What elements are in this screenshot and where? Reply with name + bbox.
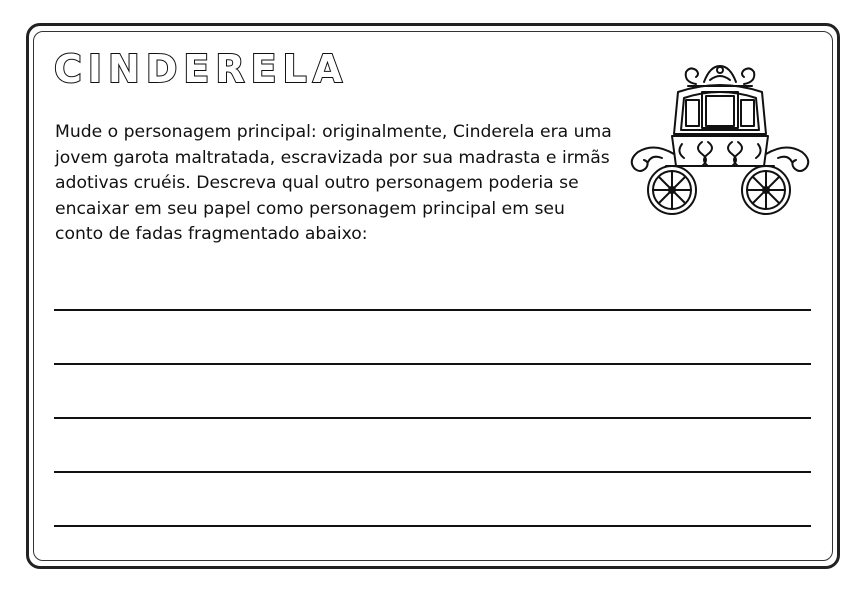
carriage-crown [686, 66, 755, 86]
carriage-left-wheel [648, 166, 696, 214]
carriage-illustration [626, 62, 814, 222]
writing-line[interactable] [54, 525, 811, 527]
writing-line[interactable] [54, 363, 811, 365]
writing-line[interactable] [54, 471, 811, 473]
writing-line[interactable] [54, 309, 811, 311]
worksheet-instructions: Mude o personagem principal: originalmente, Cinderela era uma jovem garota maltratada, escravizada por sua madrasta e irmãs adotivas cruéis. Descreva qual outro personagem poderia se encaixar em seu papel como personagem principal em seu conto de fadas fragmentado abaixo: [55, 122, 612, 245]
carriage-side-scrolls [632, 147, 809, 171]
worksheet-title: CINDERELA [54, 47, 349, 91]
carriage-swirls [679, 142, 760, 166]
writing-line[interactable] [54, 417, 811, 419]
carriage-cabin [672, 85, 768, 166]
carriage-right-wheel [742, 166, 790, 214]
